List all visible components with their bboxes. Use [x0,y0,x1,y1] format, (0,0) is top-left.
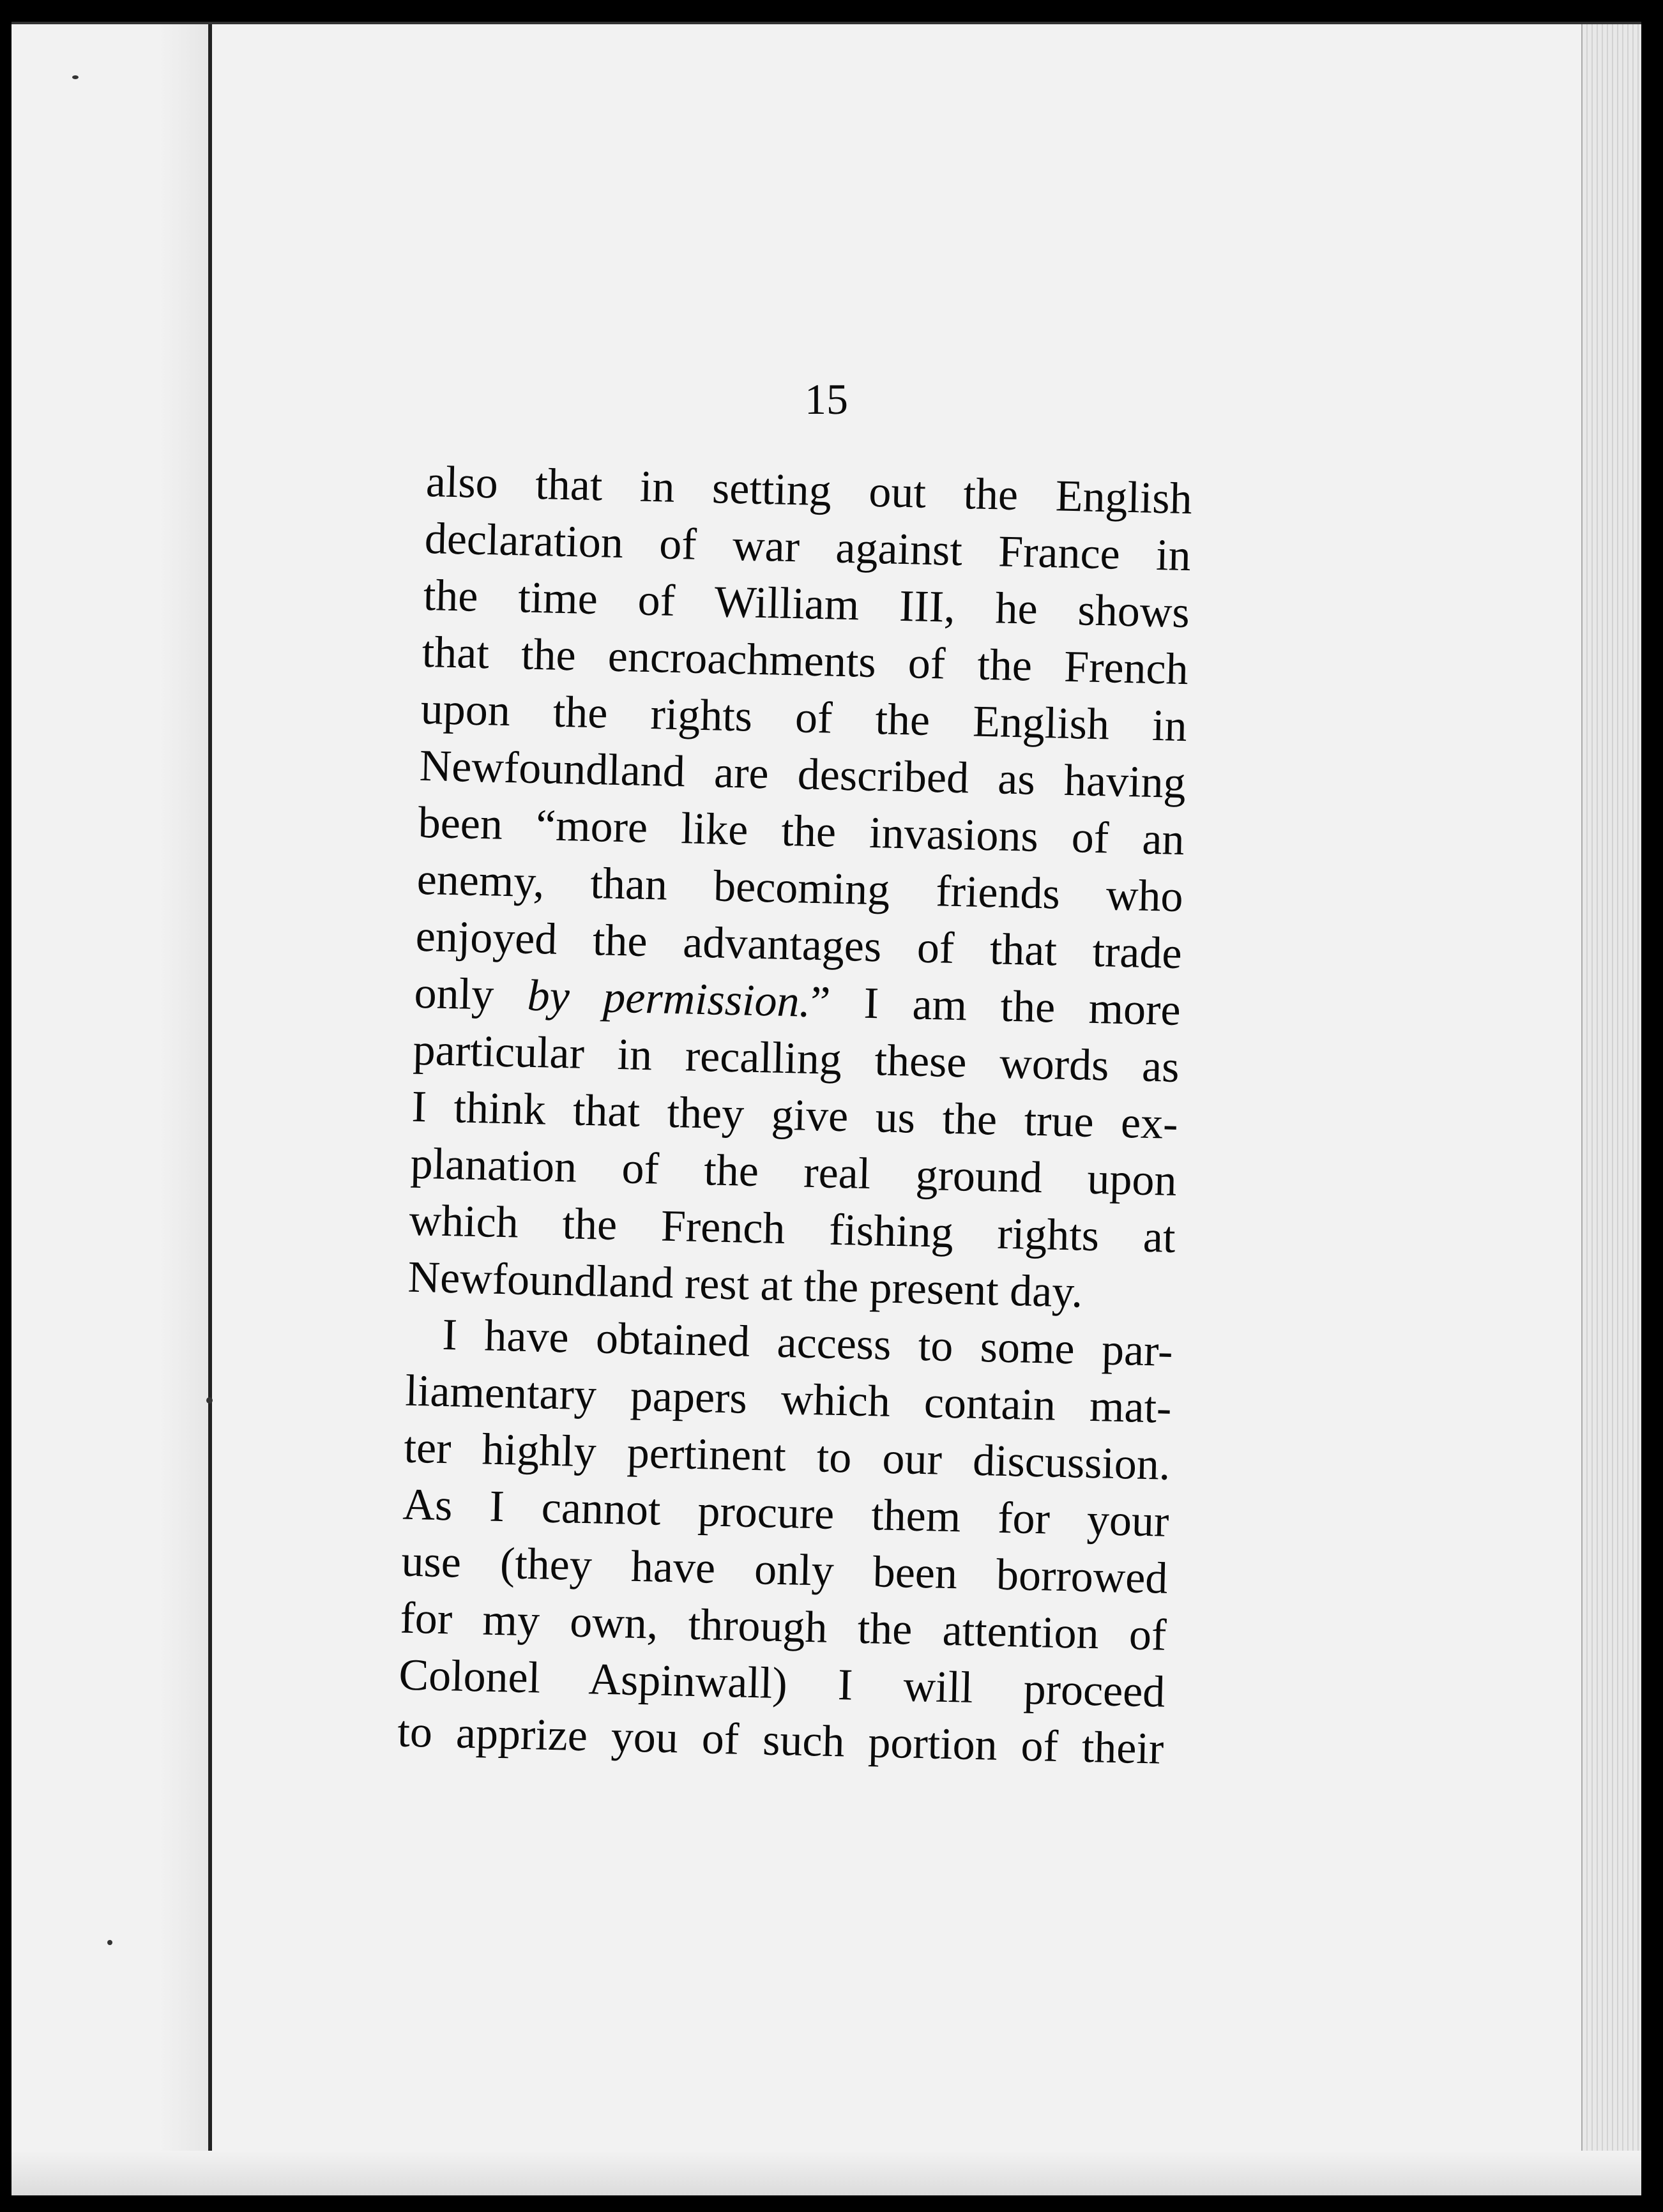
page-edge-bottom [11,2151,1641,2195]
text-line: for my own, through the attention of [399,1593,1167,1660]
text-line: also that in setting out the English [425,457,1193,524]
text-line: liamentary papers which contain mat- [404,1366,1173,1433]
text-line: to apprize you of such portion of their [397,1707,1165,1774]
scan-speck [206,1397,213,1404]
text-line: As I cannot procure them for your [402,1480,1170,1547]
text-line: the time of William III, he shows [423,570,1190,638]
text-line: planation of the real ground upon [409,1139,1178,1206]
gutter-shadow [158,24,209,2195]
text-line: I have obtained access to some par- [441,1310,1174,1376]
text-segment: only [413,968,528,1020]
text-line: Colonel Aspinwall) I will proceed [398,1650,1166,1717]
text-line: particular in recalling these words as [412,1025,1180,1092]
book-page [11,22,1641,2195]
text-line: enjoyed the advantages of that trade [414,911,1183,979]
text-line: ter highly pertinent to our discussion. [403,1423,1171,1490]
text-line: upon the rights of the English in [420,684,1188,752]
page-number: 15 [805,375,848,423]
page-edges-right [1581,24,1641,2195]
text-line: which the French fishing rights at [408,1195,1176,1262]
text-line: use (they have only been borrowed [400,1536,1169,1603]
text-line: that the encroachments of the French [421,627,1189,695]
scan-speck [107,1940,112,1945]
scan-speck [72,75,79,79]
text-segment: ” I am the more [810,977,1181,1035]
text-line: been “more like the invasions of an [418,798,1185,865]
text-line: Newfoundland rest at the present day. [407,1252,1084,1317]
binding-gutter [208,24,212,2170]
text-line: declaration of war against France in [424,513,1192,581]
italic-phrase: by permission. [526,971,811,1027]
text-line: Newfoundland are described as having [419,741,1187,808]
body-text [397,453,1193,1778]
text-line: I think that they give us the true ex- [411,1082,1179,1149]
text-line: enemy, than becoming friends who [416,854,1184,922]
